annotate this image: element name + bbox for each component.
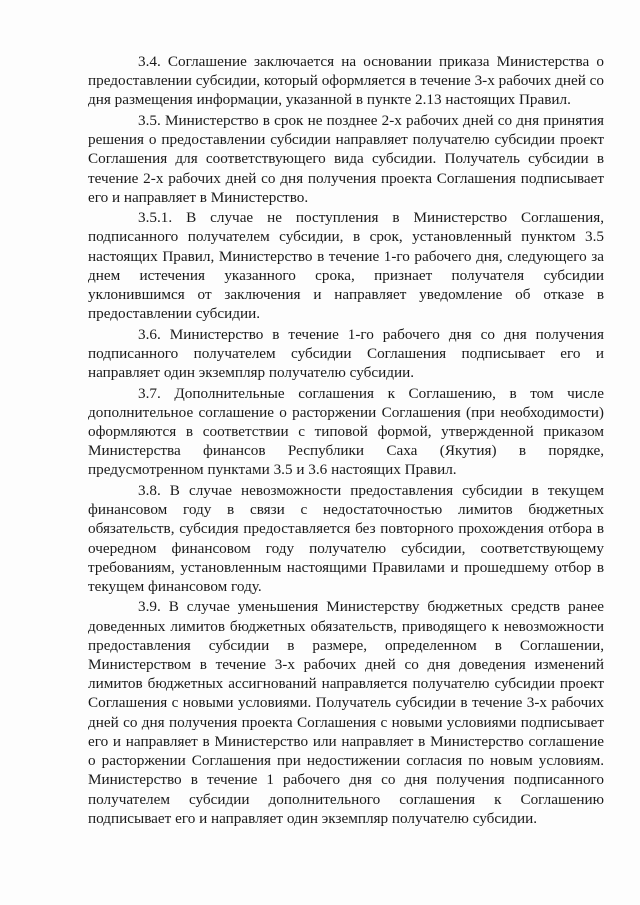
- paragraph-3-9: 3.9. В случае уменьшения Министерству бюджетных средств ранее доведенных лимитов бюджетных обязательств, приводящего к невозможности предоставления субсидии в размере, определенном в Соглашении, Министерством в течение 3-х рабочих дней со дня доведения изменений лимитов бюджетных ассигнований направляется получателю субсидии проект Соглашения с новыми условиями. Получатель субсидии в течение 3-х рабочих дней со дня получения проекта Соглашения с новыми условиями подписывает его и направляет в Министерство или направляет в Министерство соглашение о расторжении Соглашения при недостижении согласия по новым условиям. Министерство в течение 1 рабочего дня со дня получения подписанного получателем субсидии дополнительного соглашения к Соглашению подписывает его и направляет один экземпляр получателю субсидии.: [88, 598, 604, 827]
- paragraph-3-7: 3.7. Дополнительные соглашения к Соглашению, в том числе дополнительное соглашение о расторжении Соглашения (при необходимости) оформляются в соответствии с типовой формой, утвержденной приказом Министерства финансов Республики Саха (Якутия) в порядке, предусмотренном пунктами 3.5 и 3.6 настоящих Правил.: [88, 384, 604, 479]
- paragraph-3-6: 3.6. Министерство в течение 1-го рабочего дня со дня получения подписанного получателем субсидии Соглашения подписывает его и направляет один экземпляр получателю субсидии.: [88, 325, 604, 382]
- paragraph-3-5-1: 3.5.1. В случае не поступления в Министерство Соглашения, подписанного получателем субсидии, в срок, установленный пунктом 3.5 настоящих Правил, Министерство в течение 1-го рабочего дня, следующего за днем истечения указанного срока, признает получателя субсидии уклонившимся от заключения и направляет уведомление об отказе в предоставлении субсидии.: [88, 209, 604, 323]
- paragraph-3-8: 3.8. В случае невозможности предоставления субсидии в текущем финансовом году в связи с недостаточностью лимитов бюджетных обязательств, субсидия предоставляется без повторного прохождения отбора в очередном финансовом году получателю субсидии, соответствующему требованиям, установленным настоящими Правилами и прошедшему отбор в текущем финансовом году.: [88, 481, 604, 595]
- paragraph-3-4: 3.4. Соглашение заключается на основании приказа Министерства о предоставлении субсидии, который оформляется в течение 3-х рабочих дней со дня размещения информации, указанной в пункте 2.13 настоящих Правил.: [88, 53, 604, 109]
- paragraph-3-5: 3.5. Министерство в срок не позднее 2-х рабочих дней со дня принятия решения о предоставлении субсидии направляет получателю субсидии проект Соглашения для соответствующего вида субсидии. Получатель субсидии в течение 2-х рабочих дней со дня получения проекта Соглашения подписывает его и направляет в Министерство.: [88, 111, 604, 206]
